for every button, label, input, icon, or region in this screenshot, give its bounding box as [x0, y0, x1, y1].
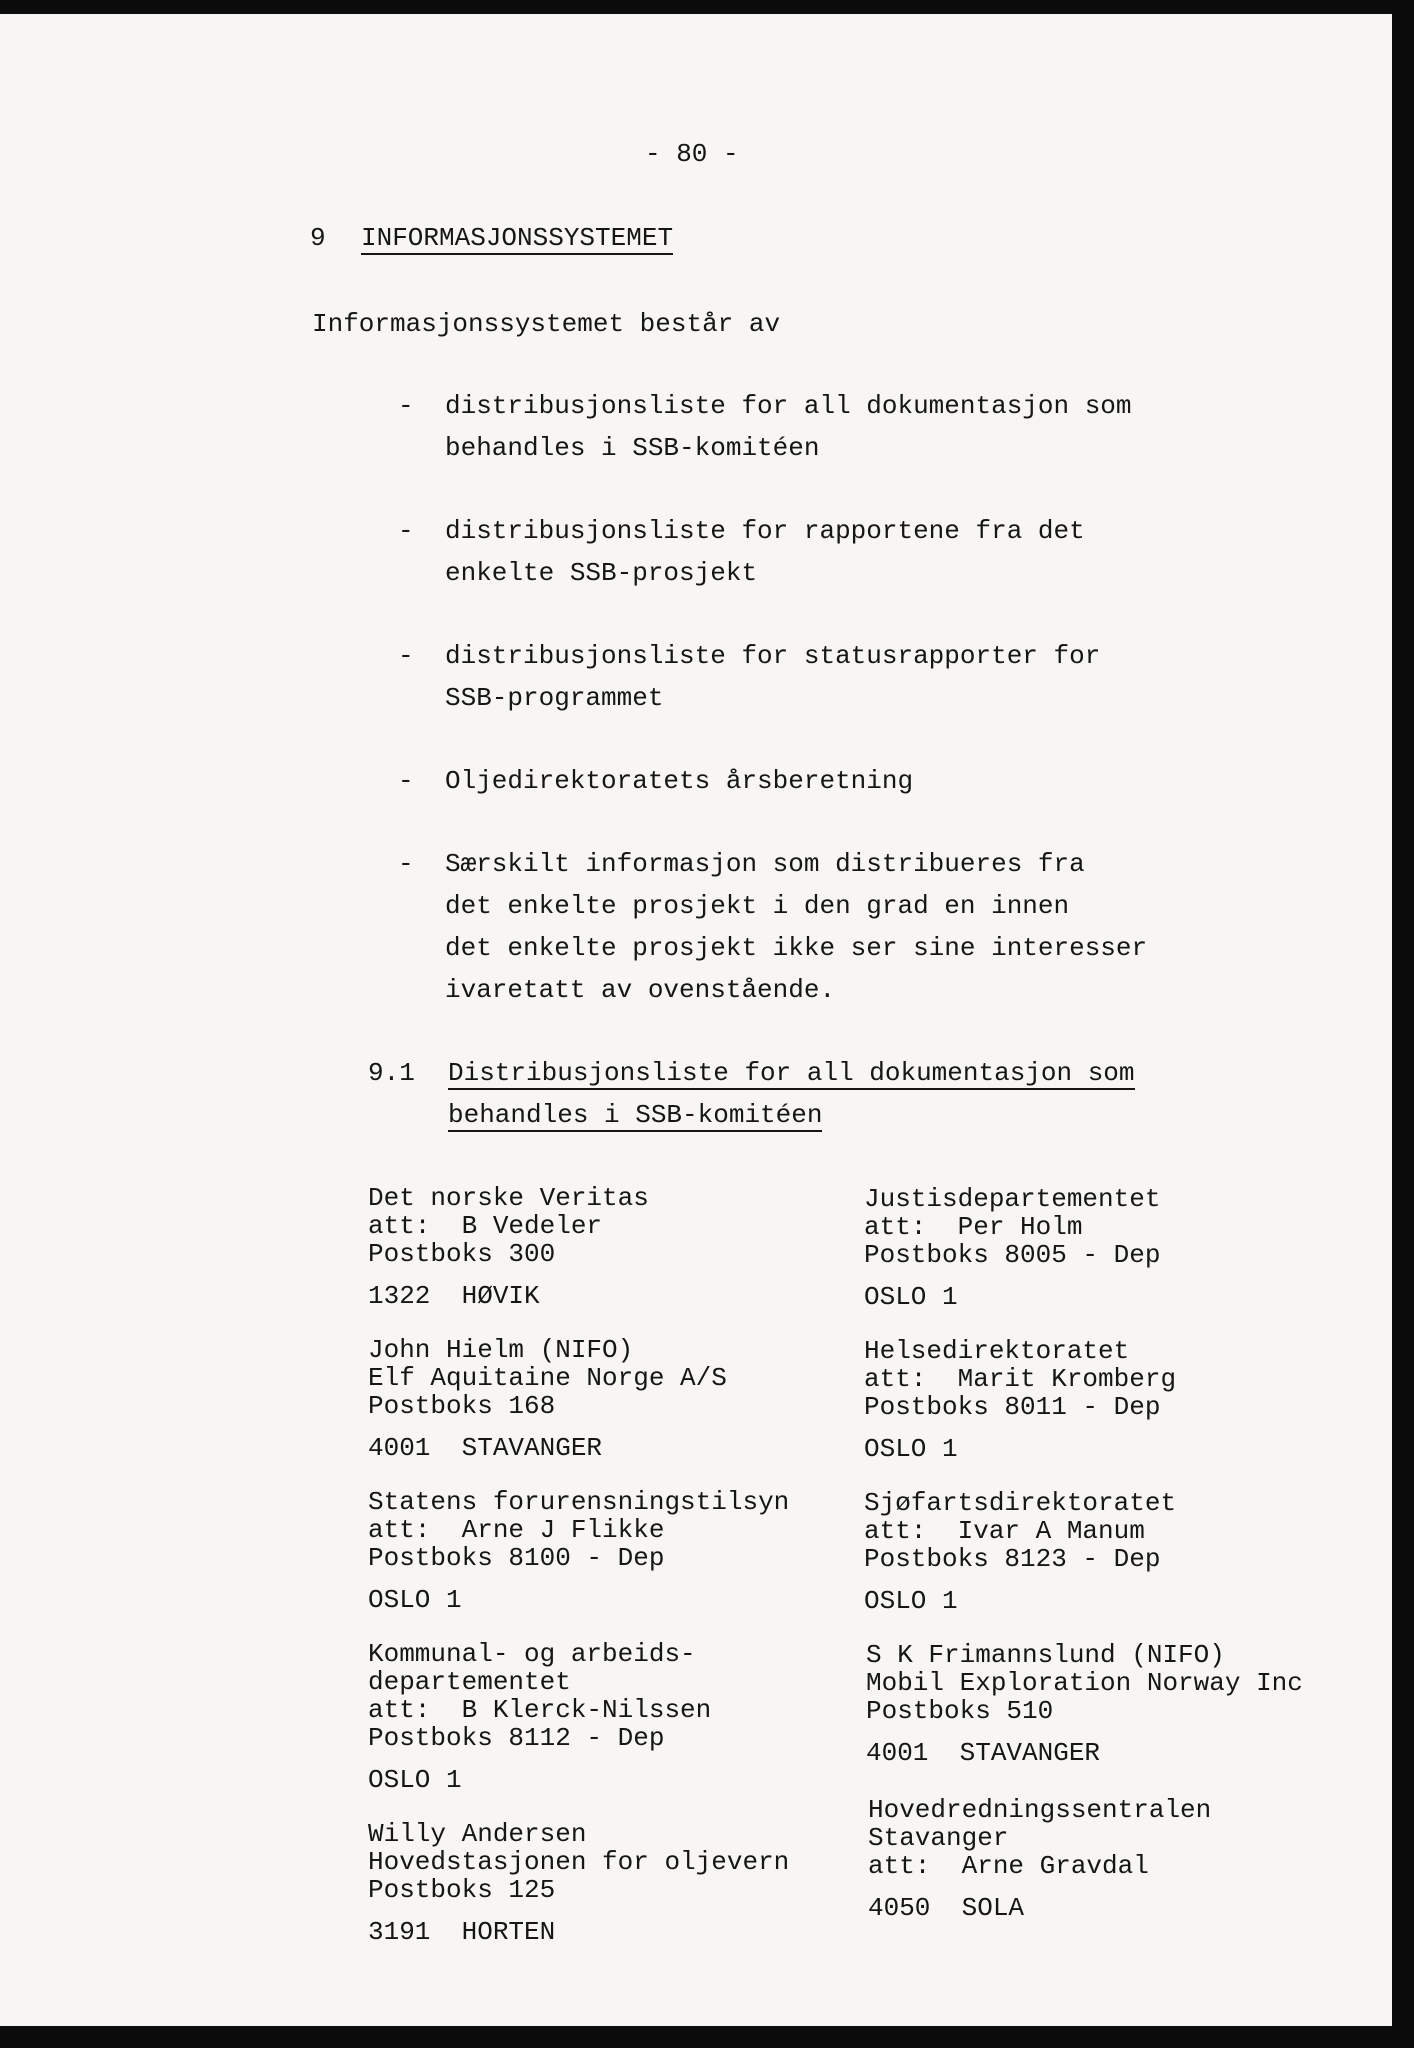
address-line: Willy Andersen	[368, 1819, 587, 1849]
bullet-dash: -	[398, 641, 414, 671]
bullet-line: distribusjonsliste for statusrapporter for	[445, 641, 1101, 671]
address-city: OSLO 1	[368, 1585, 462, 1615]
address-line: Hovedredningssentralen	[868, 1795, 1212, 1825]
section-title: INFORMASJONSSYSTEMET	[361, 223, 674, 253]
address-block	[864, 1337, 1176, 1463]
document-page	[0, 14, 1392, 2026]
address-line: Postboks 8100 - Dep	[368, 1543, 665, 1573]
address-block	[368, 1184, 649, 1310]
address-city: 4050 SOLA	[868, 1893, 1025, 1923]
address-line: Postboks 8005 - Dep	[864, 1240, 1161, 1270]
address-line: Mobil Exploration Norway Inc	[866, 1668, 1303, 1698]
address-block	[868, 1796, 1211, 1922]
address-line: att: Arne J Flikke	[368, 1515, 665, 1545]
address-line: Det norske Veritas	[368, 1183, 649, 1213]
address-city: 3191 HORTEN	[368, 1917, 556, 1947]
bullet-line: enkelte SSB-prosjekt	[445, 558, 758, 588]
subsection-title: behandles i SSB-komitéen	[448, 1100, 823, 1130]
address-block	[864, 1489, 1176, 1615]
address-line: Postboks 8112 - Dep	[368, 1723, 665, 1753]
address-line: Elf Aquitaine Norge A/S	[368, 1363, 727, 1393]
subsection-number: 9.1	[368, 1058, 415, 1088]
address-line: Postboks 300	[368, 1239, 556, 1269]
section-number: 9	[310, 223, 326, 253]
address-city: 4001 STAVANGER	[368, 1433, 603, 1463]
address-line: Sjøfartsdirektoratet	[864, 1488, 1177, 1518]
address-block	[368, 1488, 789, 1614]
address-block	[368, 1820, 789, 1946]
address-line: Justisdepartementet	[864, 1184, 1161, 1214]
bullet-line: SSB-programmet	[445, 683, 664, 713]
page-number: - 80 -	[645, 139, 739, 169]
address-city: 1322 HØVIK	[368, 1281, 540, 1311]
bullet-line: distribusjonsliste for all dokumentasjon som	[445, 391, 1132, 421]
address-line: John Hielm (NIFO)	[368, 1335, 634, 1365]
address-block	[368, 1640, 711, 1794]
address-line: Hovedstasjonen for oljevern	[368, 1847, 790, 1877]
address-line: Stavanger	[868, 1823, 1009, 1853]
bullet-line: det enkelte prosjekt ikke ser sine interesser	[445, 933, 1148, 963]
bullet-line: Oljedirektoratets årsberetning	[445, 766, 914, 796]
address-block	[864, 1185, 1160, 1311]
address-line: Postboks 8123 - Dep	[864, 1544, 1161, 1574]
address-line: att: Marit Kromberg	[864, 1364, 1177, 1394]
address-city: OSLO 1	[864, 1586, 958, 1616]
address-line: Kommunal- og arbeids-	[368, 1639, 696, 1669]
address-line: Postboks 510	[866, 1696, 1054, 1726]
bullet-dash: -	[398, 849, 414, 879]
subsection-title: Distribusjonsliste for all dokumentasjon som	[448, 1058, 1135, 1088]
address-line: att: B Vedeler	[368, 1211, 603, 1241]
address-city: OSLO 1	[368, 1765, 462, 1795]
address-line: Postboks 168	[368, 1391, 556, 1421]
address-line: S K Frimannslund (NIFO)	[866, 1640, 1225, 1670]
bullet-line: det enkelte prosjekt i den grad en innen	[445, 891, 1070, 921]
address-line: Helsedirektoratet	[864, 1336, 1130, 1366]
address-block	[368, 1336, 727, 1462]
address-line: Postboks 8011 - Dep	[864, 1392, 1161, 1422]
address-line: att: B Klerck-Nilssen	[368, 1695, 712, 1725]
address-line: att: Per Holm	[864, 1212, 1083, 1242]
bullet-dash: -	[398, 516, 414, 546]
address-line: Postboks 125	[368, 1875, 556, 1905]
address-line: att: Arne Gravdal	[868, 1851, 1149, 1881]
address-block	[866, 1641, 1303, 1767]
address-line: att: Ivar A Manum	[864, 1516, 1145, 1546]
intro-text: Informasjonssystemet består av	[312, 309, 781, 339]
address-line: departementet	[368, 1667, 571, 1697]
address-city: OSLO 1	[864, 1434, 958, 1464]
bullet-line: distribusjonsliste for rapportene fra det	[445, 516, 1085, 546]
address-city: OSLO 1	[864, 1282, 958, 1312]
bullet-line: ivaretatt av ovenstående.	[445, 975, 836, 1005]
address-city: 4001 STAVANGER	[866, 1738, 1101, 1768]
bullet-dash: -	[398, 391, 414, 421]
bullet-dash: -	[398, 766, 414, 796]
bullet-line: Særskilt informasjon som distribueres fra	[445, 849, 1085, 879]
address-line: Statens forurensningstilsyn	[368, 1487, 790, 1517]
bullet-line: behandles i SSB-komitéen	[445, 433, 820, 463]
